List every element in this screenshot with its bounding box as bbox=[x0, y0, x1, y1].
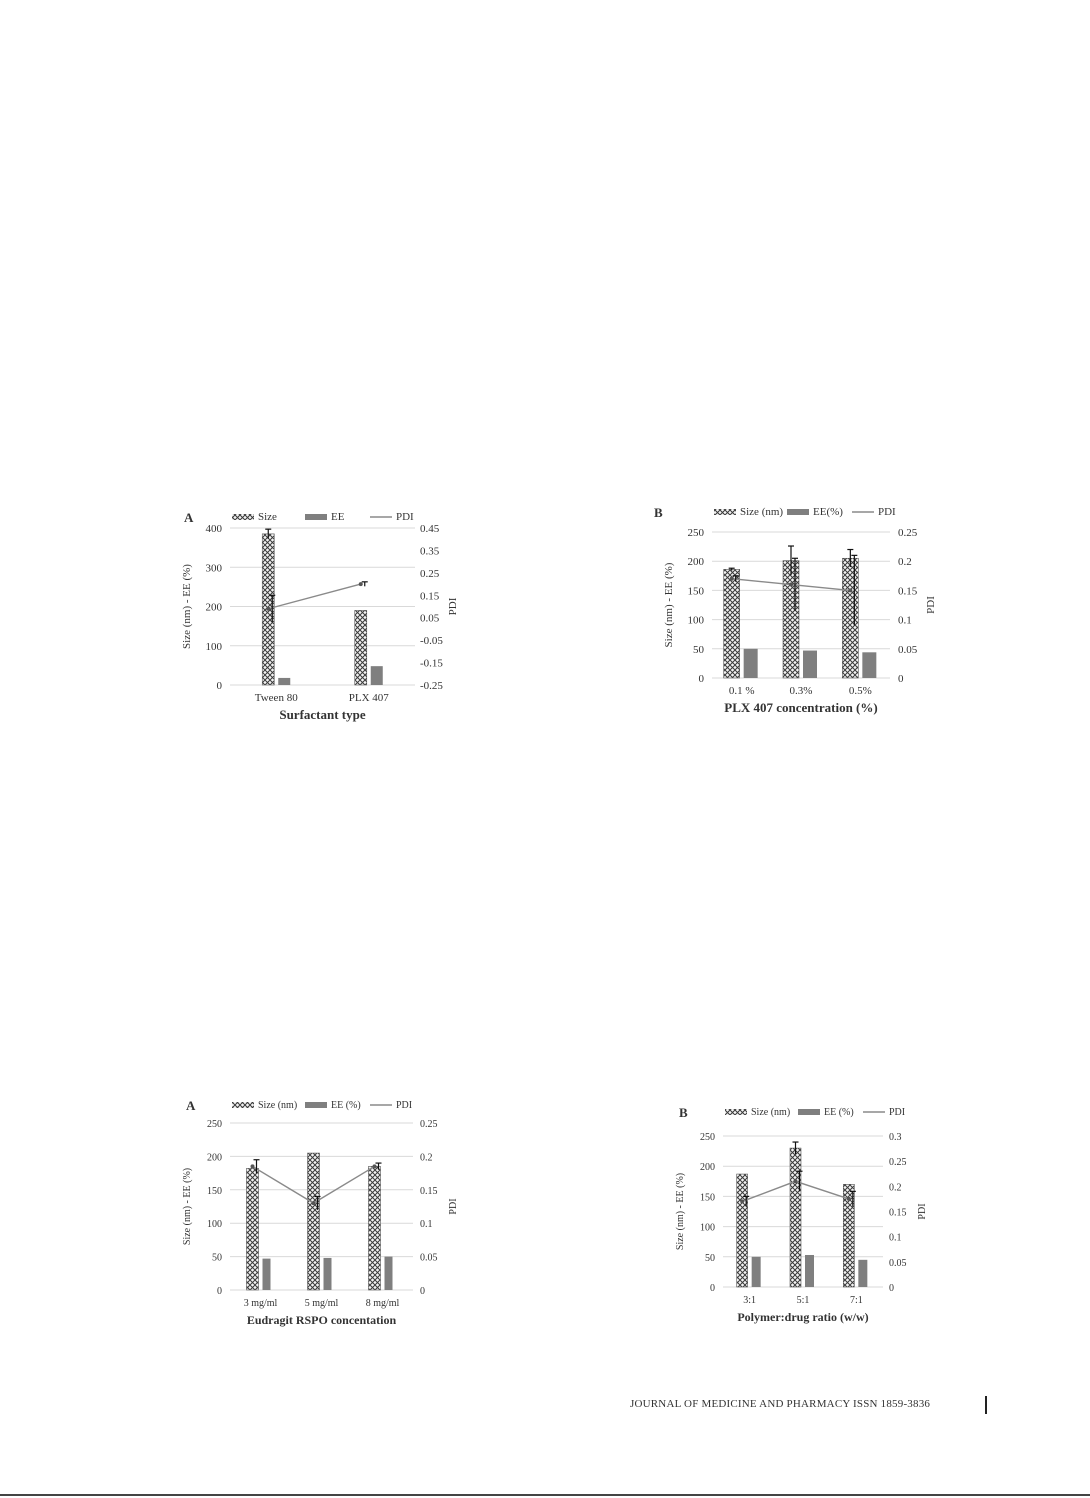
pdi-point bbox=[373, 1164, 377, 1168]
bar-ee bbox=[263, 1259, 271, 1290]
y2-tick-label: 0.1 bbox=[889, 1232, 902, 1244]
panel-label: B bbox=[654, 505, 663, 520]
y2-tick-label: 0 bbox=[889, 1283, 894, 1294]
legend-swatch-ee bbox=[798, 1109, 820, 1115]
y2-tick-label: 0.05 bbox=[420, 612, 440, 625]
pdi-point bbox=[847, 1197, 851, 1201]
bar-ee bbox=[803, 651, 817, 678]
y2-tick-label: 0.2 bbox=[420, 1152, 433, 1164]
footer-divider bbox=[985, 1396, 987, 1414]
x-tick-label: 0.5% bbox=[848, 685, 872, 697]
pdi-point bbox=[789, 583, 793, 587]
bar-size bbox=[355, 610, 367, 685]
bar-size bbox=[737, 1174, 748, 1287]
pdi-point bbox=[730, 577, 734, 581]
chart-polymer-drug-ratio bbox=[665, 1100, 950, 1330]
legend-label-pdi: PDI bbox=[878, 506, 896, 518]
y2-tick-label: 0.25 bbox=[898, 527, 918, 539]
bar-ee bbox=[752, 1257, 761, 1287]
legend-label-ee: EE (%) bbox=[331, 1100, 361, 1111]
chart-surfactant-type bbox=[170, 500, 470, 740]
bar-ee bbox=[371, 666, 383, 685]
y2-tick-label: 0.2 bbox=[898, 556, 912, 569]
y2-tick-label: 0.45 bbox=[420, 523, 440, 535]
y-tick-label: 250 bbox=[207, 1119, 222, 1130]
legend-label-ee: EE(%) bbox=[813, 506, 843, 518]
legend-swatch-ee bbox=[305, 514, 327, 520]
y2-axis-title: PDI bbox=[925, 596, 937, 614]
y-tick-label: 100 bbox=[207, 1219, 222, 1231]
pdi-point bbox=[266, 607, 270, 611]
bar-size bbox=[783, 561, 799, 678]
y2-axis-title: PDI bbox=[448, 1198, 459, 1215]
bar-size bbox=[724, 569, 740, 678]
x-tick-label: 5 mg/ml bbox=[304, 1298, 339, 1309]
y-tick-label: 250 bbox=[687, 527, 704, 539]
x-tick-label: 3 mg/ml bbox=[243, 1298, 278, 1309]
y-tick-label: 400 bbox=[205, 523, 222, 535]
y2-axis-title: PDI bbox=[447, 597, 459, 616]
y2-tick-label: 0.15 bbox=[420, 590, 440, 603]
y2-tick-label: 0.3 bbox=[889, 1132, 902, 1143]
y-tick-label: 200 bbox=[700, 1162, 715, 1174]
bar-ee bbox=[805, 1255, 814, 1287]
y-tick-label: 0 bbox=[216, 680, 222, 692]
y2-tick-label: 0.1 bbox=[420, 1219, 433, 1231]
y-tick-label: 100 bbox=[700, 1222, 715, 1234]
bar-size bbox=[247, 1168, 259, 1290]
y2-tick-label: 0.15 bbox=[898, 585, 918, 598]
y2-tick-label: 0.05 bbox=[889, 1257, 907, 1269]
y2-tick-label: 0.15 bbox=[889, 1207, 907, 1219]
legend bbox=[725, 1107, 905, 1118]
y2-tick-label: 0.25 bbox=[420, 1119, 438, 1130]
x-axis-title: PLX 407 concentration (%) bbox=[724, 700, 878, 715]
pdi-point bbox=[848, 588, 852, 592]
bar-size bbox=[790, 1148, 801, 1287]
legend bbox=[232, 1100, 412, 1111]
legend-label-size: Size (nm) bbox=[258, 1100, 298, 1111]
y2-tick-label: 0 bbox=[420, 1286, 425, 1297]
y-tick-label: 150 bbox=[687, 585, 704, 598]
legend bbox=[714, 506, 896, 518]
x-tick-label: Tween 80 bbox=[254, 692, 298, 704]
x-tick-label: 0.1 % bbox=[728, 685, 755, 697]
pdi-point bbox=[251, 1164, 255, 1168]
pdi-point bbox=[359, 582, 363, 586]
panel-label: A bbox=[186, 1098, 196, 1113]
bar-ee bbox=[278, 678, 290, 685]
y-tick-label: 200 bbox=[207, 1152, 222, 1164]
y-tick-label: 50 bbox=[705, 1252, 715, 1264]
legend-label-size: Size (nm) bbox=[740, 506, 784, 518]
y2-axis-title: PDI bbox=[917, 1203, 928, 1220]
x-tick-label: 0.3% bbox=[789, 685, 813, 697]
chart-eudragit-concentration bbox=[170, 1090, 470, 1335]
y2-tick-label: -0.15 bbox=[420, 657, 443, 670]
pdi-line bbox=[268, 584, 361, 609]
legend-swatch-ee bbox=[305, 1102, 327, 1108]
bar-ee bbox=[862, 652, 876, 678]
y2-tick-label: 0.1 bbox=[898, 614, 912, 627]
y-tick-label: 250 bbox=[700, 1132, 715, 1143]
y-tick-label: 0 bbox=[710, 1283, 715, 1294]
legend-label-pdi: PDI bbox=[396, 1100, 413, 1111]
legend-label-pdi: PDI bbox=[889, 1107, 906, 1118]
bar-size bbox=[369, 1166, 381, 1290]
y-tick-label: 200 bbox=[687, 556, 704, 569]
y2-tick-label: -0.25 bbox=[420, 680, 443, 692]
y-tick-label: 50 bbox=[212, 1252, 222, 1264]
y-tick-label: 150 bbox=[700, 1192, 715, 1204]
y-tick-label: 0 bbox=[217, 1286, 222, 1297]
y-tick-label: 100 bbox=[687, 614, 704, 627]
legend-label-size: Size bbox=[258, 511, 277, 523]
y2-tick-label: 0.25 bbox=[420, 567, 440, 580]
y-axis-title: Size (nm) - EE (%) bbox=[663, 562, 675, 648]
bar-ee bbox=[385, 1257, 393, 1290]
y2-tick-label: 0.05 bbox=[420, 1252, 438, 1264]
legend-swatch-ee bbox=[787, 509, 809, 515]
y-tick-label: 300 bbox=[205, 562, 222, 575]
chart-plx407-concentration bbox=[640, 495, 950, 740]
legend-label-ee: EE (%) bbox=[824, 1107, 854, 1118]
legend-swatch-size bbox=[232, 1102, 254, 1108]
page-bottom-rule bbox=[0, 1494, 1090, 1496]
legend-label-ee: EE bbox=[331, 511, 345, 523]
y2-tick-label: 0.05 bbox=[898, 643, 918, 656]
footer-journal-title: JOURNAL OF MEDICINE AND PHARMACY ISSN 1859-3836 bbox=[630, 1398, 931, 1410]
legend-label-size: Size (nm) bbox=[751, 1107, 791, 1118]
y-tick-label: 200 bbox=[205, 601, 222, 614]
y2-tick-label: -0.05 bbox=[420, 635, 443, 648]
pdi-point bbox=[312, 1201, 316, 1205]
pdi-point bbox=[794, 1179, 798, 1183]
y2-tick-label: 0.25 bbox=[889, 1157, 907, 1169]
bar-ee bbox=[324, 1258, 332, 1290]
bar-size bbox=[842, 558, 858, 678]
y-tick-label: 150 bbox=[207, 1185, 222, 1197]
y-axis-title: Size (nm) - EE (%) bbox=[675, 1172, 686, 1251]
y-axis-title: Size (nm) - EE (%) bbox=[182, 1167, 193, 1246]
y2-tick-label: 0.15 bbox=[420, 1185, 438, 1197]
legend bbox=[232, 511, 414, 523]
legend-swatch-size bbox=[232, 514, 254, 520]
y-tick-label: 0 bbox=[698, 673, 704, 685]
y-tick-label: 100 bbox=[205, 640, 222, 653]
x-axis-title: Surfactant type bbox=[279, 707, 366, 722]
bar-ee bbox=[744, 649, 758, 678]
x-tick-label: 3:1 bbox=[743, 1295, 757, 1306]
y-tick-label: 50 bbox=[693, 643, 704, 656]
x-tick-label: PLX 407 bbox=[348, 692, 389, 704]
legend-label-pdi: PDI bbox=[396, 511, 414, 523]
y2-tick-label: 0 bbox=[898, 673, 904, 685]
x-tick-label: 7:1 bbox=[849, 1295, 863, 1306]
legend-swatch-size bbox=[725, 1109, 747, 1115]
y-axis-title: Size (nm) - EE (%) bbox=[181, 564, 193, 649]
x-axis-title: Polymer:drug ratio (w/w) bbox=[737, 1310, 869, 1324]
x-tick-label: 8 mg/ml bbox=[365, 1298, 400, 1309]
panel-label: B bbox=[679, 1105, 688, 1120]
bar-ee bbox=[858, 1260, 867, 1287]
y2-tick-label: 0.35 bbox=[420, 545, 440, 558]
x-axis-title: Eudragit RSPO concentation bbox=[246, 1313, 397, 1327]
bar-size bbox=[308, 1153, 320, 1290]
panel-label: A bbox=[184, 510, 194, 525]
x-tick-label: 5:1 bbox=[796, 1295, 810, 1306]
pdi-point bbox=[740, 1199, 744, 1203]
legend-swatch-size bbox=[714, 509, 736, 515]
y2-tick-label: 0.2 bbox=[889, 1182, 902, 1194]
